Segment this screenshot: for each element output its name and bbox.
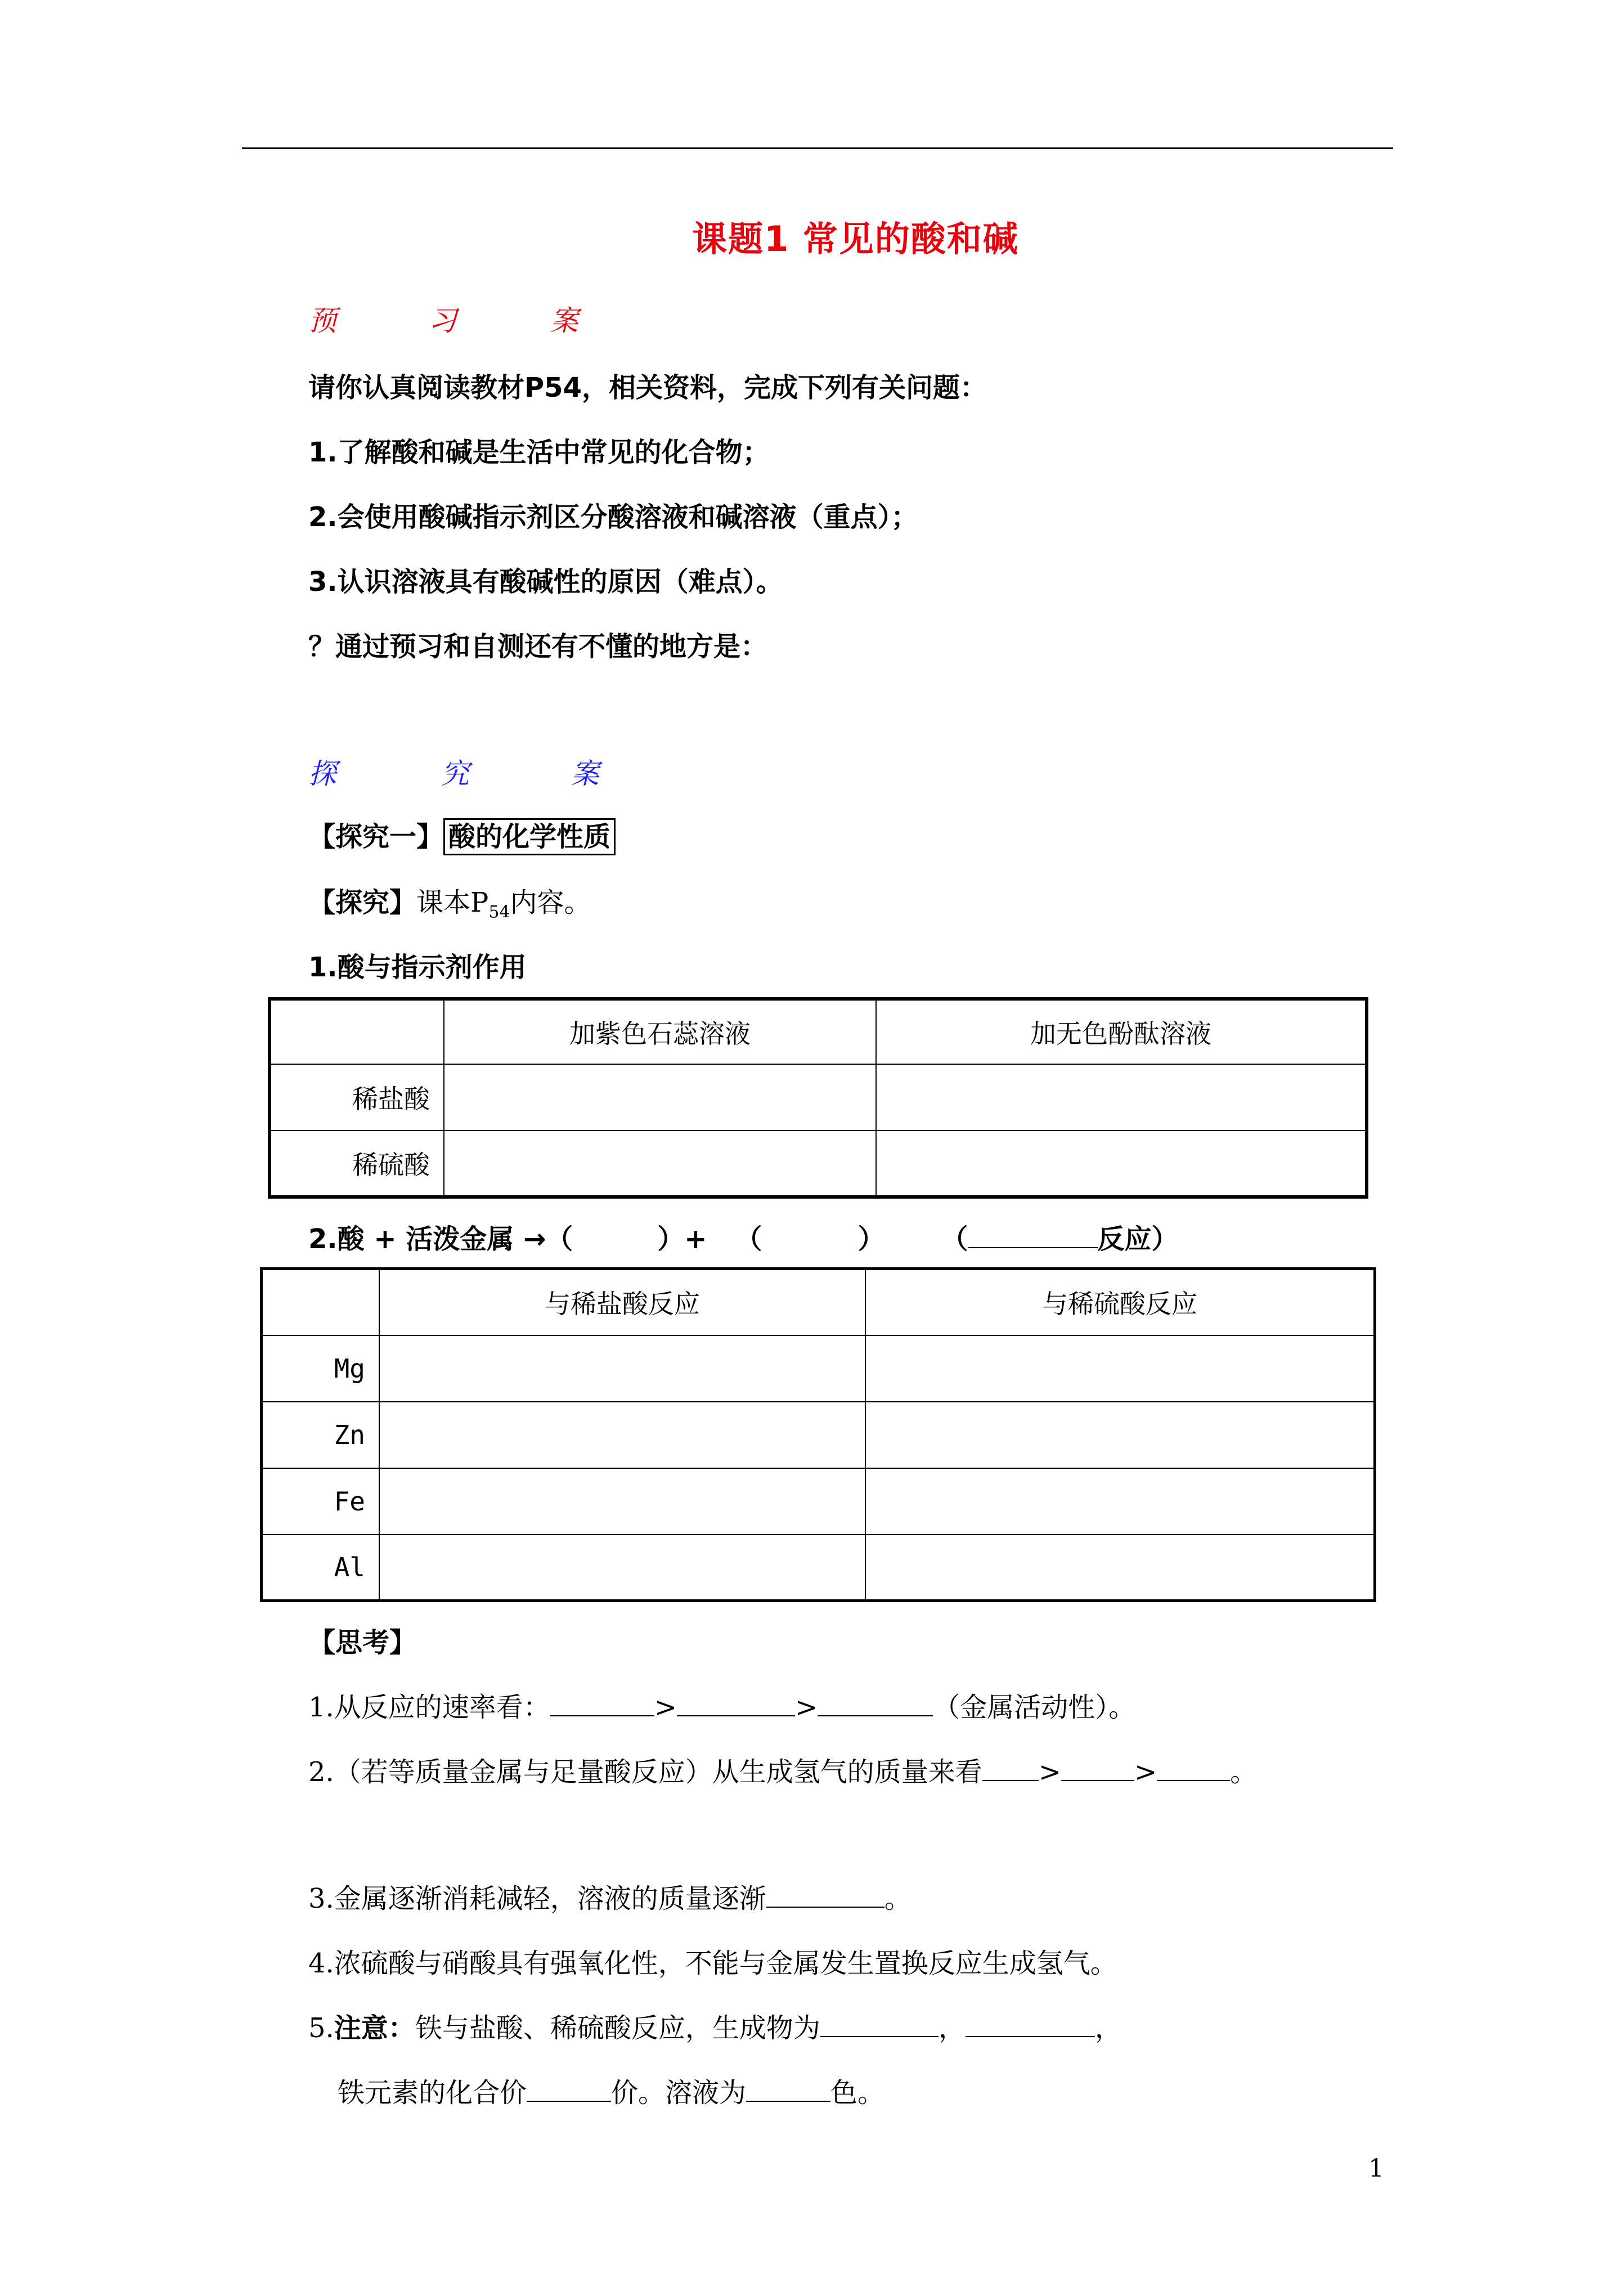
explore-topic-boxed: 酸的化学性质 [443, 818, 616, 855]
table-cell [444, 1064, 876, 1131]
preview-item-2: 2.会使用酸碱指示剂区分酸溶液和碱溶液（重点）； [308, 501, 918, 533]
think-q5-blank-4[interactable] [746, 2074, 830, 2102]
q2-mid1: ）+ [657, 1223, 707, 1255]
table-cell [379, 1402, 865, 1468]
table-header-cell: 与稀盐酸反应 [379, 1269, 865, 1335]
think-q1-text: 1.从反应的速率看： [308, 1692, 550, 1723]
think-q4: 4.浓硫酸与硝酸具有强氧化性，不能与金属发生置换反应生成氢气。 [308, 1948, 1117, 1979]
think-q5-blank-1[interactable] [820, 2009, 939, 2037]
think-q1-blank-3[interactable] [818, 1688, 933, 1716]
think-q3-end: 。 [884, 1883, 911, 1914]
table-row-label: Fe [262, 1468, 380, 1535]
table-row [262, 1269, 1375, 1335]
think-label: 【思考】 [308, 1627, 417, 1658]
explore-heading-char-1: 探 [308, 757, 336, 790]
think-q3-blank[interactable] [766, 1880, 884, 1908]
metal-reaction-table [260, 1267, 1376, 1602]
inquiry-subscript: 54 [488, 902, 510, 922]
think-q2-blank-2[interactable] [1061, 1753, 1134, 1781]
think-q1-gt-2: > [795, 1692, 818, 1723]
preview-heading-char-2: 习 [428, 304, 457, 337]
think-q5-comma: ， [938, 2012, 966, 2044]
think-q5-comma-2: ， [1094, 2012, 1122, 2044]
think-q1-gt-1: > [654, 1692, 677, 1723]
explore-topic [308, 815, 616, 854]
think-q2 [308, 1750, 1257, 1789]
table-cell [865, 1402, 1375, 1468]
q2-blank[interactable] [968, 1220, 1098, 1248]
think-q1 [308, 1685, 1135, 1724]
preview-heading-char-3: 案 [550, 304, 578, 337]
table-cell [444, 1131, 876, 1197]
table-header-cell [262, 1269, 380, 1335]
q2-mid2: （ [735, 1223, 762, 1255]
page-number: 1 [1368, 2154, 1384, 2183]
table-row [270, 1131, 1367, 1197]
think-q5-blank-2[interactable] [966, 2009, 1095, 2037]
preview-item-1: 1.了解酸和碱是生活中常见的化合物； [308, 437, 770, 468]
page-title: 课题1 常见的酸和碱 [692, 218, 1019, 259]
think-q2-gt-2: > [1134, 1756, 1157, 1788]
think-q5-text: 铁与盐酸、稀硫酸反应，生成物为 [415, 2012, 820, 2044]
table-row-label: Zn [262, 1402, 380, 1468]
preview-intro: 请你认真阅读教材P54，相关资料，完成下列有关问题： [308, 372, 987, 403]
q2-mid3: ） [857, 1223, 885, 1255]
preview-heading [308, 298, 578, 339]
think-q3-text: 3.金属逐渐消耗减轻，溶液的质量逐渐 [308, 1883, 766, 1914]
q2-open: （ [941, 1223, 968, 1255]
think-q1-blank-2[interactable] [677, 1688, 795, 1716]
explore-heading-char-3: 案 [571, 757, 599, 790]
think-q5-num: 5. [308, 2012, 334, 2044]
preview-item-3: 3.认识溶液具有酸碱性的原因（难点）。 [308, 566, 783, 598]
think-q5-note: 注意： [334, 2012, 415, 2044]
table-cell [379, 1535, 865, 1601]
q1-title: 1.酸与指示剂作用 [308, 952, 527, 983]
think-q5-line2-b: 价。溶液为 [611, 2077, 747, 2109]
explore-heading-char-2: 究 [441, 757, 469, 790]
explore-heading [308, 751, 599, 792]
table-header-cell: 加紫色石蕊溶液 [444, 999, 876, 1064]
table-row [270, 999, 1367, 1064]
preview-heading-char-1: 预 [308, 304, 336, 337]
table-header-cell: 与稀硫酸反应 [865, 1269, 1375, 1335]
table-row [262, 1535, 1375, 1601]
table-cell [379, 1468, 865, 1535]
think-q2-end: 。 [1230, 1756, 1258, 1788]
table-cell [876, 1131, 1367, 1197]
think-q5-blank-3[interactable] [527, 2074, 611, 2102]
table-cell [865, 1535, 1375, 1601]
think-q2-gt-1: > [1038, 1756, 1062, 1788]
q2-prefix: 2.酸 + 活泼金属 →（ [308, 1223, 573, 1255]
think-q1-end: （金属活动性）。 [933, 1692, 1136, 1723]
think-q5-line2-a: 铁元素的化合价 [338, 2077, 527, 2109]
table-row-label: 稀盐酸 [270, 1064, 444, 1131]
table-header-cell [270, 999, 444, 1064]
preview-item-4: ？通过预习和自测还有不懂的地方是： [308, 631, 768, 662]
table-cell [865, 1468, 1375, 1535]
inquiry-text-a: 课本P [416, 887, 489, 918]
think-q5-line2 [338, 2071, 884, 2110]
inquiry-label: 【探究】 [308, 887, 417, 918]
table-row [262, 1468, 1375, 1535]
think-q2-text: 2.（若等质量金属与足量酸反应）从生成氢气的质量来看 [308, 1756, 982, 1788]
think-q1-blank-1[interactable] [550, 1688, 654, 1716]
table-row-label: 稀硫酸 [270, 1131, 444, 1197]
think-q3 [308, 1877, 911, 1916]
think-q2-blank-3[interactable] [1157, 1753, 1230, 1781]
table-row [262, 1335, 1375, 1402]
table-cell [876, 1064, 1367, 1131]
table-row [270, 1064, 1367, 1131]
q2-line [308, 1217, 1179, 1256]
inquiry-text-b: 内容。 [510, 887, 591, 918]
table-row-label: Mg [262, 1335, 380, 1402]
table-cell [865, 1335, 1375, 1402]
q2-suffix: 反应） [1097, 1223, 1179, 1255]
think-q2-blank-1[interactable] [982, 1753, 1039, 1781]
think-q5 [308, 2006, 1122, 2045]
explore-topic-label: 【探究一】 [308, 821, 444, 853]
table-row-label: Al [262, 1535, 380, 1601]
header-rule [242, 147, 1393, 149]
think-q5-line2-c: 色。 [830, 2077, 885, 2109]
inquiry-line [308, 881, 591, 922]
indicator-table [268, 997, 1368, 1199]
table-row [262, 1402, 1375, 1468]
table-header-cell: 加无色酚酞溶液 [876, 999, 1367, 1064]
table-cell [379, 1335, 865, 1402]
